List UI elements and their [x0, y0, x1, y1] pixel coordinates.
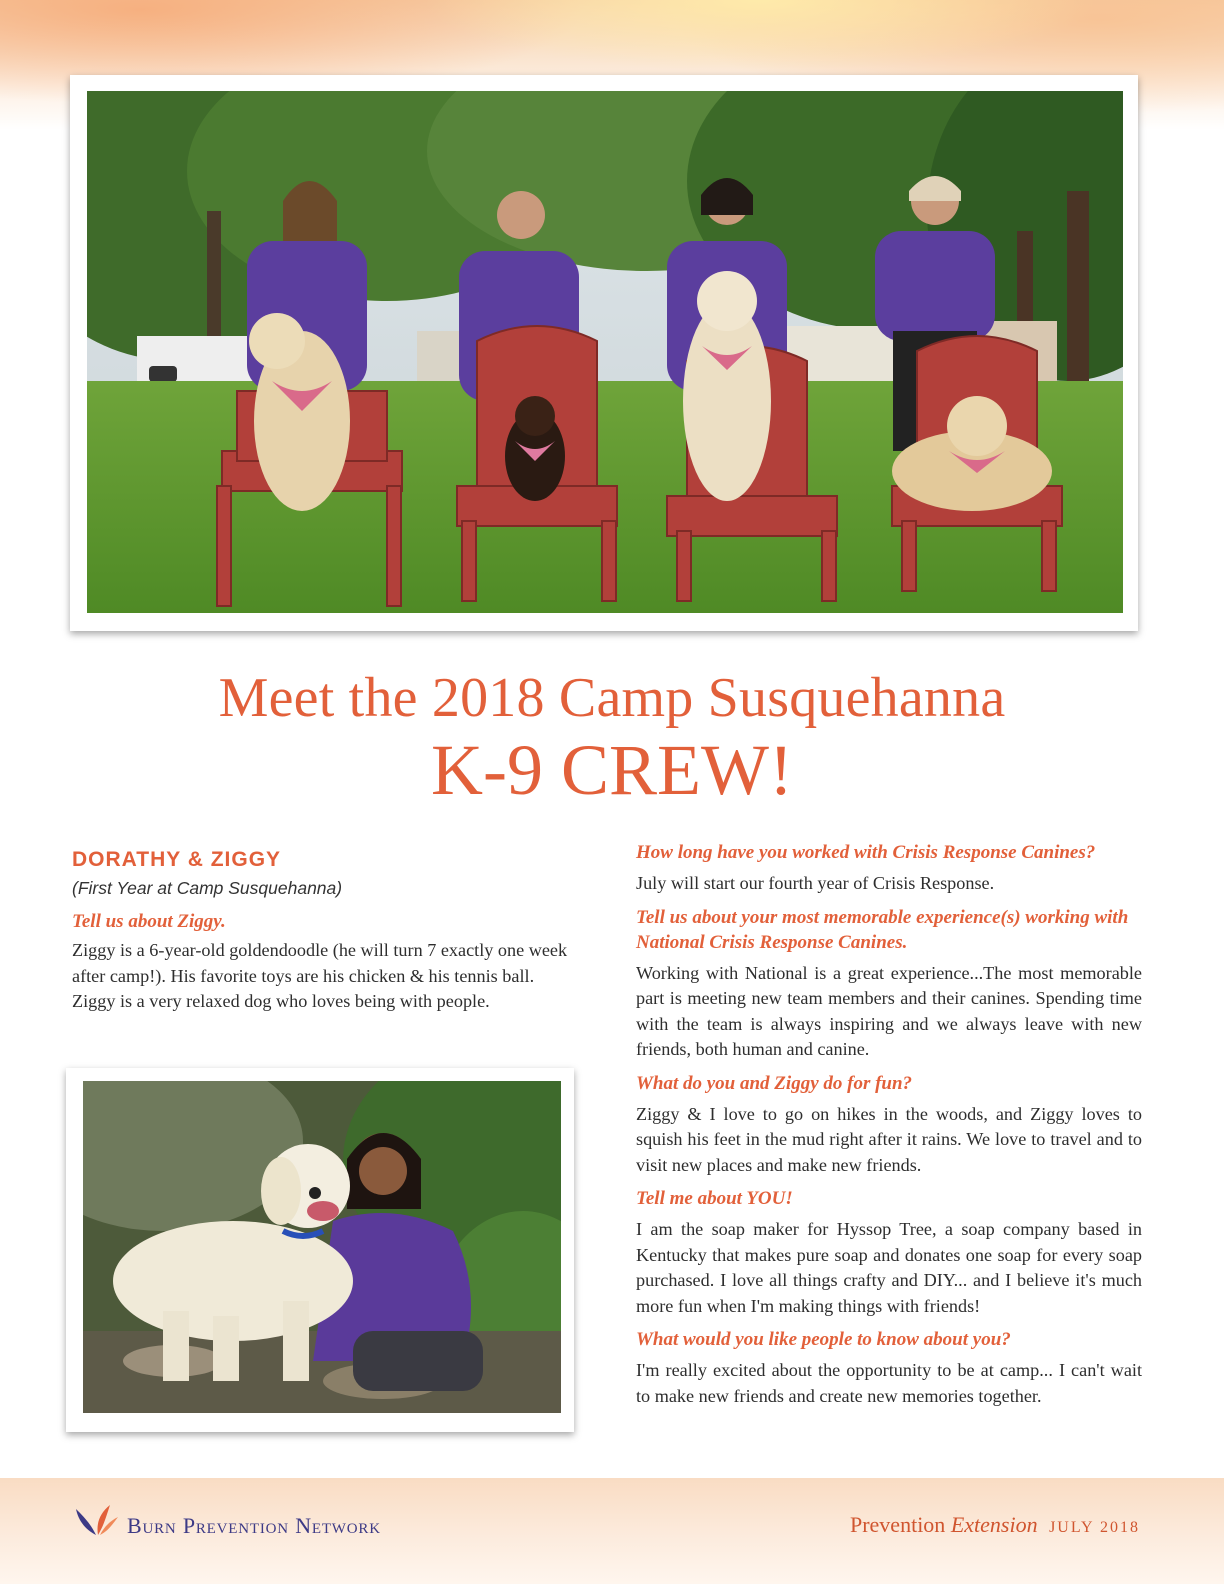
hero-photo-frame [70, 75, 1138, 631]
question: What do you and Ziggy do for fun? [636, 1072, 913, 1094]
question: How long have you worked with Crisis Response Canines? [636, 842, 1096, 863]
answer: July will start our fourth year of Crisis Response. [636, 873, 995, 893]
profile-name: DORATHY & ZIGGY [72, 848, 282, 871]
headline-line-1: Meet the 2018 Camp Susquehanna [218, 667, 1006, 729]
pub-name: Prevention [849, 1512, 946, 1537]
question: Tell me about YOU! [636, 1188, 793, 1209]
question: What would you like people to know about you? [636, 1329, 1011, 1350]
publication-title [850, 1512, 1140, 1538]
answer: I'm really excited about the opportunity to be at camp... I can't wait to make new friends and create new memories together. [636, 1360, 1142, 1406]
pub-name-italic: Extension [950, 1512, 1038, 1537]
profile-subtitle: (First Year at Camp Susquehanna) [72, 878, 343, 898]
answer: I am the soap maker for Hyssop Tree, a soap company based in Kentucky that makes pure soap and donates one soap for every soap purchased. I love all things crafty and DIY... and I believe it's much more fun when I'm making things with friends! [636, 1219, 1142, 1316]
ziggy-photo [83, 1081, 561, 1413]
left-column [72, 840, 578, 1015]
org-name: Burn Prevention Network [127, 1513, 381, 1538]
flame-logo-icon [74, 1503, 120, 1537]
answer: Ziggy is a 6-year-old goldendoodle (he will turn 7 exactly one week after camp!). His favorite toys are his chicken & his tennis ball. Ziggy is a very relaxed dog who loves being with people. [72, 940, 568, 1011]
right-column [636, 840, 1142, 1409]
question: Tell us about your most memorable experience(s) working with National Crisis Response Canines. [636, 906, 1129, 953]
hero-photo [87, 91, 1123, 613]
answer: Ziggy & I love to go on hikes in the woods, and Ziggy loves to squish his feet in the mud right after it rains. We love to travel and to visit new places and make new friends. [636, 1103, 1142, 1175]
issue-date: JULY 2018 [1049, 1519, 1140, 1536]
headline-line-2: K-9 CREW! [431, 730, 793, 810]
question: Tell us about Ziggy. [72, 911, 226, 932]
answer: Working with National is a great experience...The most memorable part is meeting new team members and their canines. Spending time with the team is always inspiring and we always leave with new friends, both human and canine. [636, 962, 1142, 1059]
ziggy-photo-frame [66, 1068, 574, 1432]
